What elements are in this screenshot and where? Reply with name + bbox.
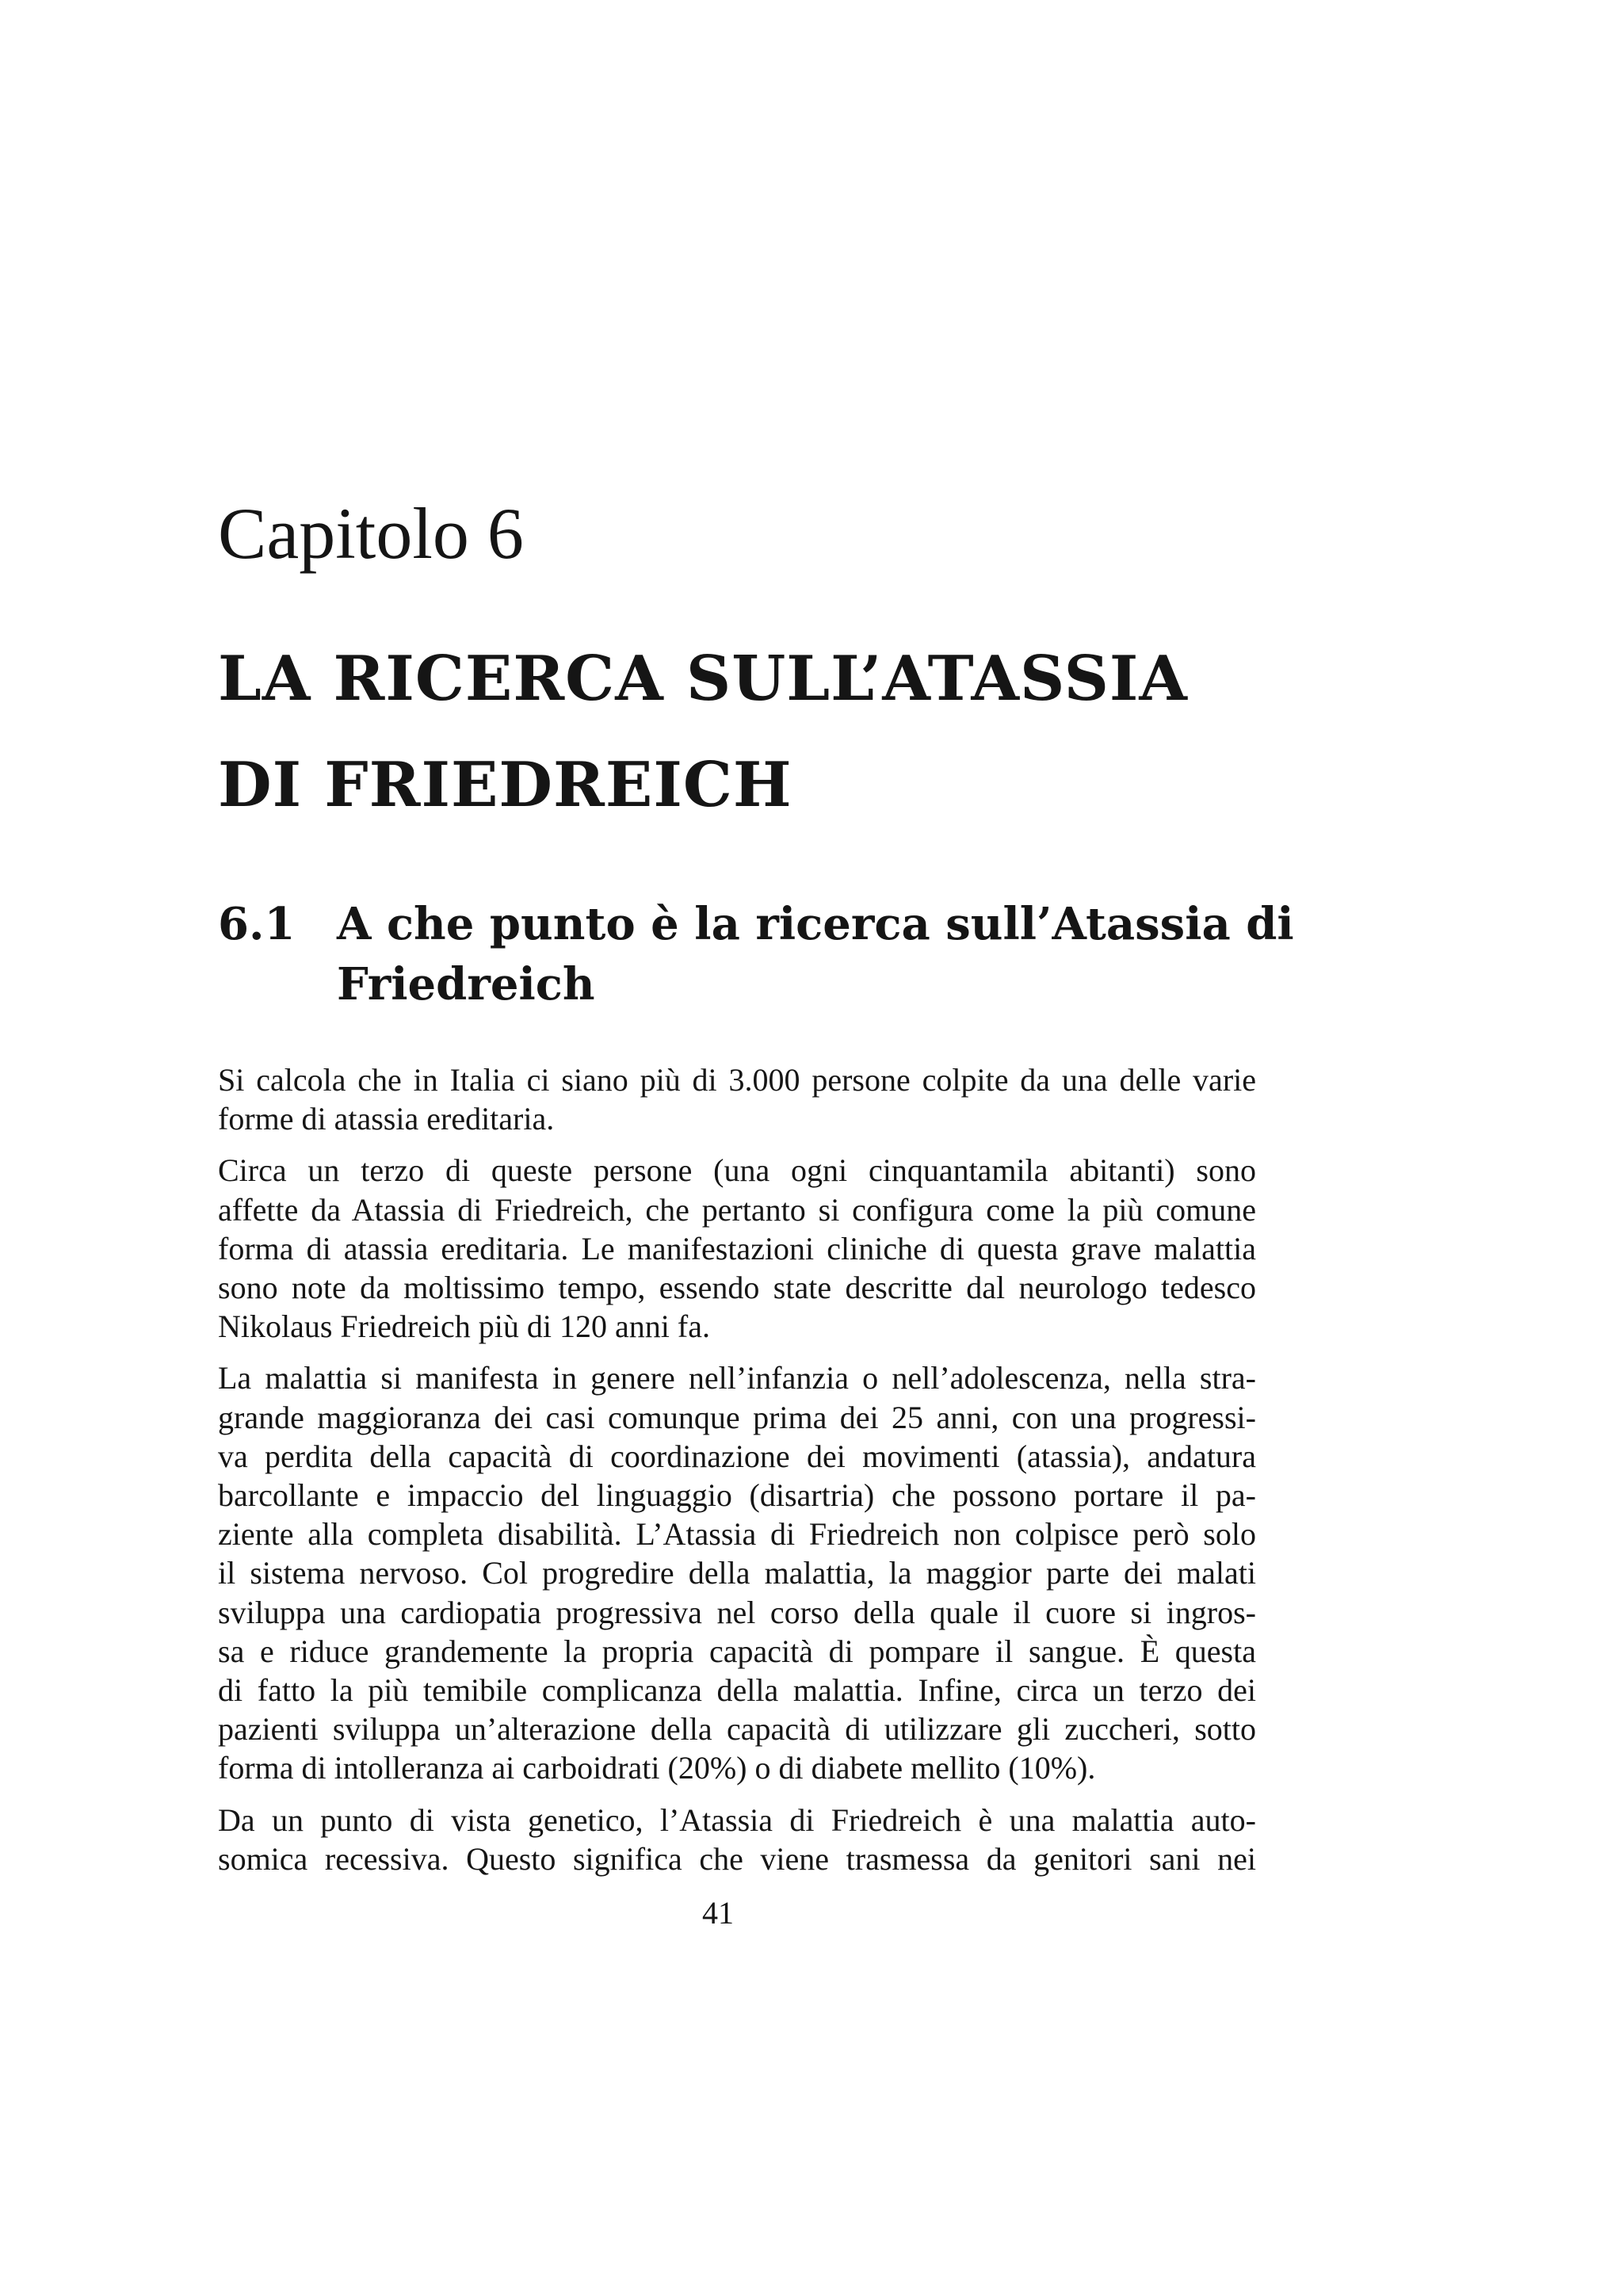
text-line: barcollante e impaccio del linguaggio (disartria) che possono portare il pa-	[218, 1477, 1256, 1514]
paragraph	[218, 1358, 1256, 1787]
text-line: ziente alla completa disabilità. L’Atassia di Friedreich non colpisce però solo	[218, 1516, 1256, 1553]
text-line: Nikolaus Friedreich più di 120 anni fa.	[218, 1308, 710, 1345]
text-line: forme di atassia ereditaria.	[218, 1101, 555, 1137]
section-number: 6.1	[218, 898, 296, 950]
text-line: grande maggioranza dei casi comunque prima dei 25 anni, con una progressi-	[218, 1399, 1256, 1435]
text-line: il sistema nervoso. Col progredire della malattia, la maggior parte dei malati	[218, 1555, 1256, 1591]
section-title-line: Friedreich	[337, 958, 595, 1010]
text-line: sviluppa una cardiopatia progressiva nel corso della quale il cuore si ingros-	[218, 1594, 1256, 1630]
paragraph	[218, 1151, 1256, 1346]
page-number: 41	[702, 1895, 734, 1931]
section-title	[337, 894, 1294, 1014]
text-line: somica recessiva. Questo significa che viene trasmessa da genitori sani nei	[218, 1840, 1256, 1877]
text-line: affette da Atassia di Friedreich, che pertanto si configura come la più comune	[218, 1191, 1256, 1228]
section-title-line: A che punto è la ricerca sull’Atassia di	[337, 898, 1294, 950]
chapter-title-line: LA RICERCA SULL’ATASSIA	[218, 643, 1188, 715]
text-line: Circa un terzo di queste persone (una ogni cinquantamila abitanti) sono	[218, 1152, 1256, 1189]
paragraph	[218, 1801, 1256, 1878]
chapter-label: Capitolo 6	[218, 493, 524, 574]
text-line: Si calcola che in Italia ci siano più di 3.000 persone colpite da una delle varie	[218, 1062, 1256, 1098]
text-line: forma di atassia ereditaria. Le manifestazioni cliniche di questa grave malattia	[218, 1230, 1256, 1266]
text-line: va perdita della capacità di coordinazione dei movimenti (atassia), andatura	[218, 1438, 1256, 1474]
text-line: Da un punto di vista genetico, l’Atassia di Friedreich è una malattia auto-	[218, 1801, 1256, 1838]
text-line: di fatto la più temibile complicanza della malattia. Infine, circa un terzo dei	[218, 1672, 1256, 1709]
chapter-title-line: DI FRIEDREICH	[218, 749, 792, 821]
paragraph	[218, 1060, 1256, 1138]
body-text	[218, 1060, 1256, 1891]
text-line: sa e riduce grandemente la propria capacità di pompare il sangue. È questa	[218, 1633, 1256, 1669]
text-line: pazienti sviluppa un’alterazione della capacità di utilizzare gli zuccheri, sotto	[218, 1711, 1256, 1748]
text-line: forma di intolleranza ai carboidrati (20%) o di diabete mellito (10%).	[218, 1750, 1096, 1786]
text-line: La malattia si manifesta in genere nell’infanzia o nell’adolescenza, nella stra-	[218, 1360, 1256, 1396]
text-line: sono note da moltissimo tempo, essendo state descritte dal neurologo tedesco	[218, 1270, 1256, 1306]
chapter-title	[218, 626, 1327, 839]
